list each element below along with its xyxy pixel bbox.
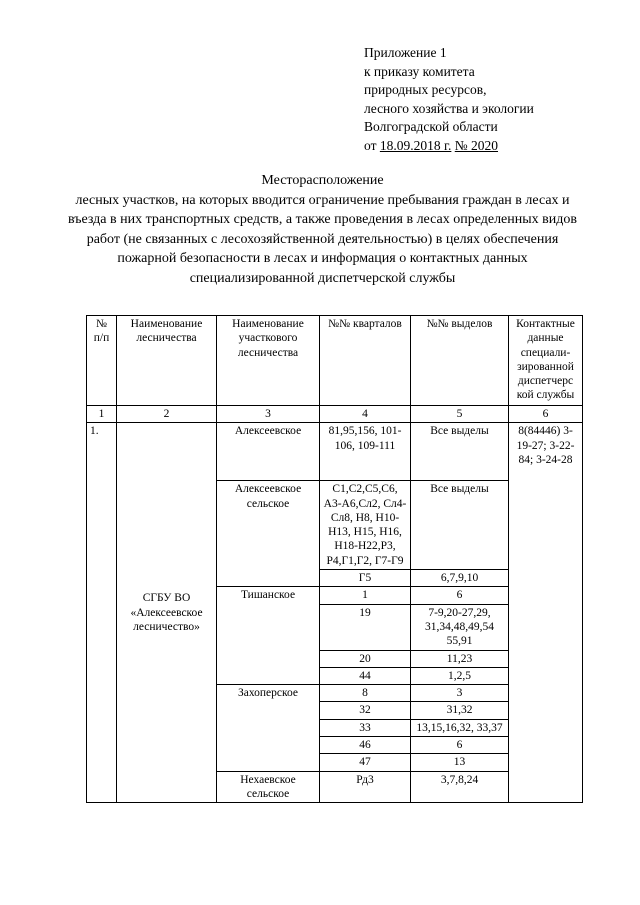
quarters-cell: 33 [320, 719, 411, 736]
plots-cell: Все выделы [411, 481, 509, 570]
quarters-cell: 46 [320, 737, 411, 754]
header-cell: №№ выделов [411, 316, 509, 406]
district-cell: Захоперское [217, 685, 320, 771]
title-heading: Месторасположение [261, 173, 384, 188]
quarters-cell: 19 [320, 604, 411, 650]
appendix-order-line [364, 137, 534, 156]
header-cell: № п/п [87, 316, 117, 406]
quarters-cell: Г5 [320, 570, 411, 587]
forestry-cell: СГБУ ВО «Алексеевское лесничество» [117, 423, 217, 803]
contacts-cell: 8(84446) 3-19-27; 3-22-84; 3-24-28 [509, 423, 583, 803]
header-cell: Контактные данные специали-зированной диспетчерс кой службы [509, 316, 583, 406]
appendix-line: Приложение 1 [364, 45, 447, 60]
plots-cell: 6 [411, 587, 509, 604]
district-cell: Алексеевское [217, 423, 320, 481]
plots-cell: 13 [411, 754, 509, 771]
quarters-cell: 20 [320, 650, 411, 667]
header-row [87, 316, 583, 406]
district-cell: Нехаевское сельское [217, 771, 320, 803]
appendix-block [364, 44, 534, 155]
forest-areas-table [86, 315, 583, 803]
order-number: № 2020 [454, 137, 499, 153]
appendix-line: лесного хозяйства и экологии [364, 100, 534, 116]
quarters-cell: 1 [320, 587, 411, 604]
header-cell: №№ кварталов [320, 316, 411, 406]
plots-cell: 3 [411, 685, 509, 702]
column-number: 2 [117, 406, 217, 423]
plots-cell: 6,7,9,10 [411, 570, 509, 587]
plots-cell: Все выделы [411, 423, 509, 481]
column-number: 1 [87, 406, 117, 423]
quarters-cell: 44 [320, 667, 411, 684]
quarters-cell: 47 [320, 754, 411, 771]
header-cell: Наименование лесничества [117, 316, 217, 406]
district-cell: Тишанское [217, 587, 320, 685]
appendix-line: природных ресурсов, [364, 82, 487, 97]
appendix-line: к приказу комитета [364, 63, 475, 79]
district-cell: Алексеевское сельское [217, 481, 320, 587]
table-row [87, 423, 583, 481]
column-number: 6 [509, 406, 583, 423]
plots-cell: 13,15,16,32, 33,37 [411, 719, 509, 736]
plots-cell: 6 [411, 737, 509, 754]
order-date: 18.09.2018 г. [379, 137, 452, 153]
order-prefix: от [364, 137, 380, 153]
quarters-cell: 8 [320, 685, 411, 702]
title-body: лесных участков, на которых вводится ограничение пребывания граждан в лесах и въезда в них транспортных средств, а также проведения в лесах определенных видов работ (не связанных с лесохозяйственной деятельностью) в целях обеспечения пожарной безопасности в лесах и информация о контактных данных специализированной диспетчерской службы [67, 192, 577, 286]
plots-cell: 31,32 [411, 702, 509, 719]
column-number: 5 [411, 406, 509, 423]
header-cell: Наименование участкового лесничества [217, 316, 320, 406]
column-number-row [87, 406, 583, 423]
column-number: 3 [217, 406, 320, 423]
document-title [60, 171, 585, 288]
quarters-cell: 32 [320, 702, 411, 719]
column-number: 4 [320, 406, 411, 423]
plots-cell: 3,7,8,24 [411, 771, 509, 803]
quarters-cell: Рд3 [320, 771, 411, 803]
plots-cell: 11,23 [411, 650, 509, 667]
plots-cell: 7-9,20-27,29, 31,34,48,49,54 55,91 [411, 604, 509, 650]
appendix-line: Волгоградской области [364, 119, 498, 134]
row-number-cell: 1. [87, 423, 117, 803]
quarters-cell: 81,95,156, 101-106, 109-111 [320, 423, 411, 481]
plots-cell: 1,2,5 [411, 667, 509, 684]
quarters-cell: С1,С2,С5,С6, А3-А6,Сл2, Сл4-Сл8, Н8, Н10-Н13, Н15, Н16, Н18-Н22,Р3, Р4,Г1,Г2, Г7-Г9 [320, 481, 411, 570]
